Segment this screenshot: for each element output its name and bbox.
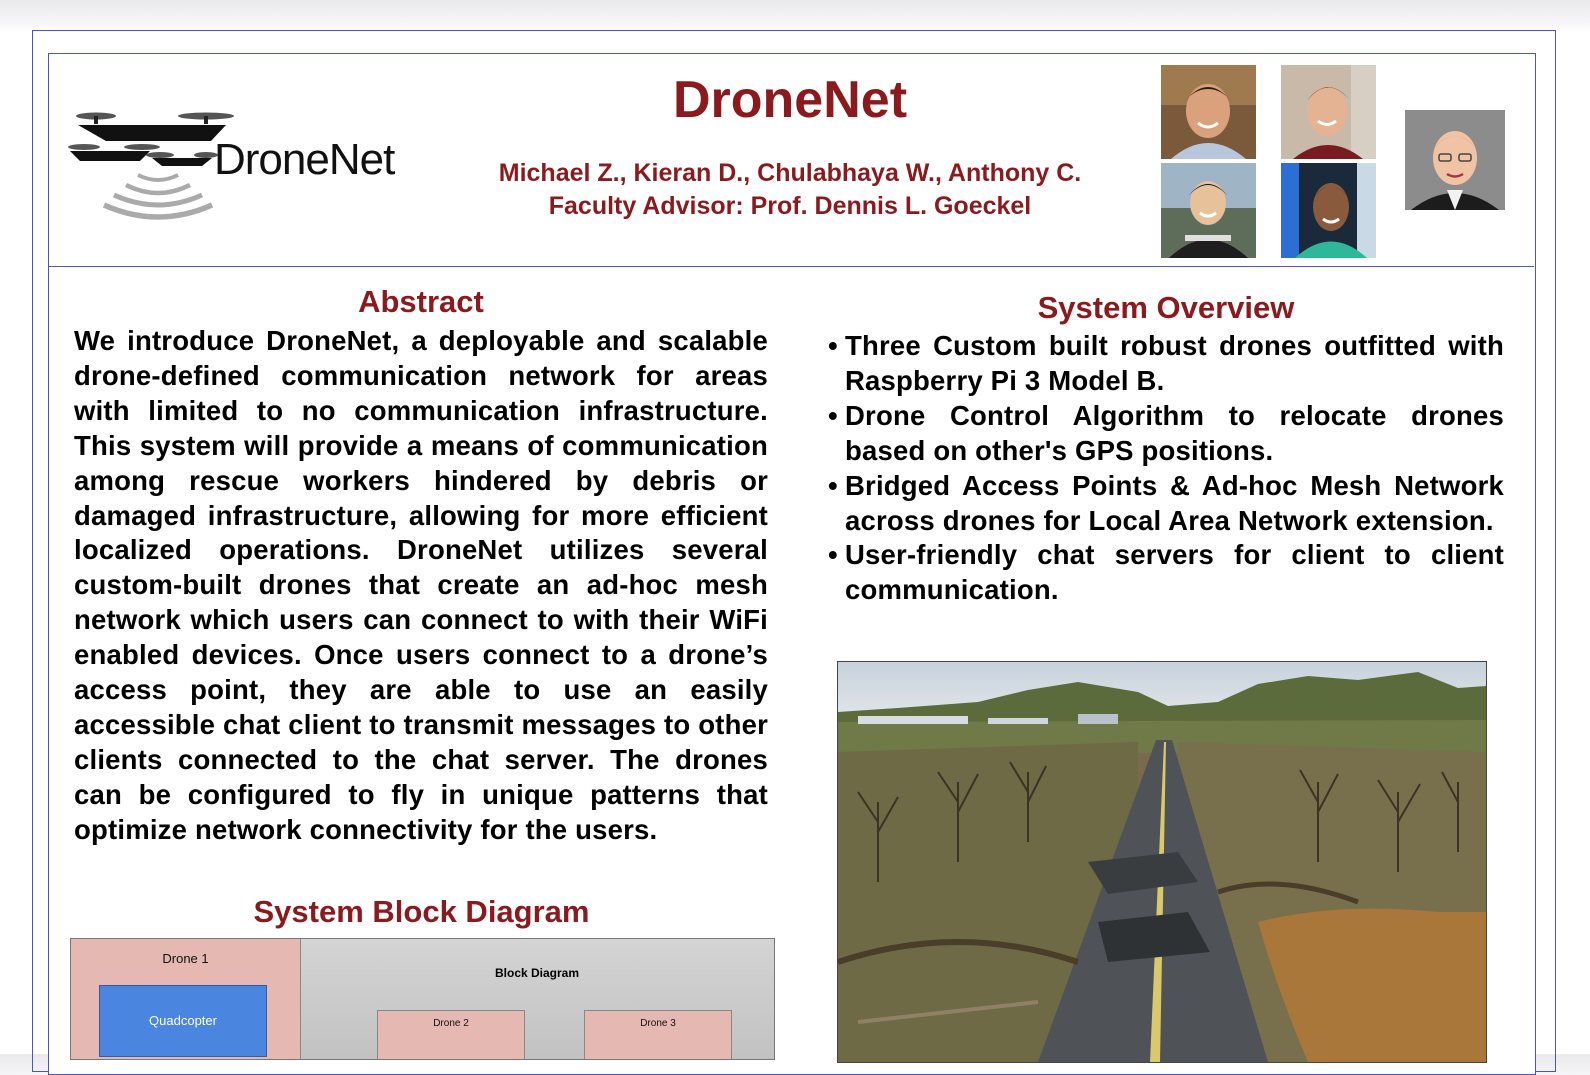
block-diagram-title: Block Diagram: [494, 966, 580, 980]
drone-2-block: [377, 1010, 525, 1060]
abstract-heading: Abstract: [358, 284, 484, 319]
drone-3-label: Drone 3: [640, 1018, 676, 1029]
drone-3-block: [584, 1010, 732, 1060]
bullet-icon: •: [828, 469, 838, 501]
quadcopter-label: Quadcopter: [149, 1013, 217, 1028]
dronenet-logo: [66, 105, 426, 230]
quadcopter-block: [99, 985, 267, 1057]
authors-block: [440, 157, 1140, 223]
overview-heading: System Overview: [1037, 290, 1295, 325]
team-member-photo: [1281, 163, 1376, 258]
overview-list: [828, 329, 1504, 608]
team-member-photo: [1161, 163, 1256, 258]
poster-title: DroneNet: [672, 71, 908, 129]
overview-item: • User-friendly chat servers for client to client communication.: [828, 539, 1504, 606]
team-member-photo: [1161, 65, 1256, 159]
team-member-photo: [1281, 65, 1376, 159]
author-names: Michael Z., Kieran D., Chulabhaya W., Anthony C.: [498, 159, 1082, 187]
disaster-road-photo: [837, 661, 1487, 1063]
block-diagram-heading: System Block Diagram: [253, 894, 590, 929]
faculty-advisor: Faculty Advisor: Prof. Dennis L. Goeckel: [548, 192, 1032, 220]
drone-1-block: [71, 939, 301, 1059]
logo-wordmark: DroneNet: [214, 135, 395, 184]
overview-item: • Three Custom built robust drones outfitted with Raspberry Pi 3 Model B.: [828, 330, 1504, 396]
drone-2-label: Drone 2: [433, 1018, 469, 1029]
bullet-icon: •: [828, 399, 838, 431]
faculty-advisor-photo: [1405, 110, 1505, 210]
overview-item: • Drone Control Algorithm to relocate drones based on other's GPS positions.: [828, 399, 1504, 466]
abstract-body: We introduce DroneNet, a deployable and scalable drone-defined communication network for areas with limited to no communication infrastructure. This system will provide a means of communication among rescue workers hindered by debris or damaged infrastructure, allowing for more efficient localized operations. DroneNet utilizes several custom-built drones that create an ad-hoc mesh network which users can connect to with their WiFi enabled devices. Once users connect to a drone’s access point, they are able to use an easily accessible chat client to transmit messages to other clients connected to the chat server. The drones can be configured to fly in unique patterns that optimize network connectivity for the users.: [74, 325, 768, 845]
overview-item: • Bridged Access Points & Ad-hoc Mesh Network across drones for Local Area Network extension.: [828, 469, 1504, 536]
bullet-icon: •: [828, 539, 838, 571]
drone-1-label: Drone 1: [162, 951, 209, 966]
header-divider: [48, 266, 1534, 267]
bullet-icon: •: [828, 330, 838, 361]
block-diagram: [70, 938, 775, 1060]
